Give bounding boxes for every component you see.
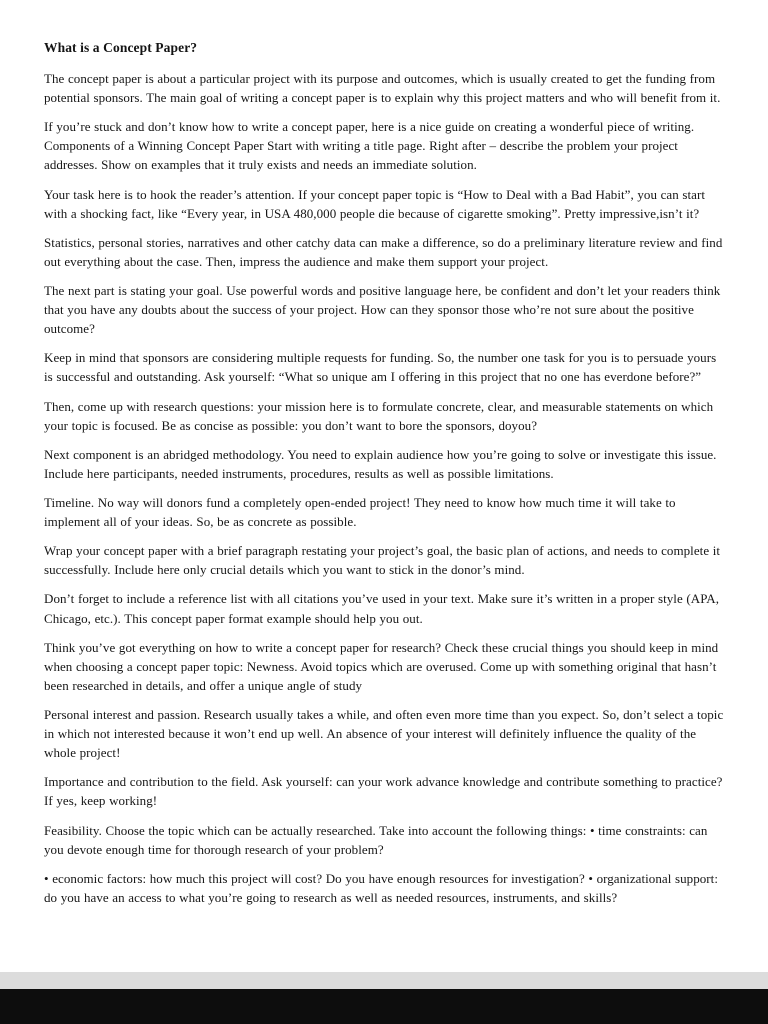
paragraph: Keep in mind that sponsors are considering multiple requests for funding. So, the number one task for you is to persuade yours is successful and outstanding. Ask yourself: “What so unique am I offering in this project that no one has everdone before?” — [44, 350, 717, 385]
paragraph: The concept paper is about a particular project with its purpose and outcomes, which is usually created to get the funding from potential sponsors. The main goal of writing a concept paper is to explain why this project matters and who will benefit from it. — [44, 71, 721, 106]
paragraph: • economic factors: how much this project will cost? Do you have enough resources for investigation? • organizational support: do you have an access to what you’re going to research as well as needed resources, instruments, and skills? — [44, 870, 718, 905]
paragraph: Timeline. No way will donors fund a completely open-ended project! They need to know how much time it will take to implement all of your ideas. So, be as concrete as possible. — [44, 494, 676, 530]
paragraph: The next part is stating your goal. Use powerful words and positive language here, be confident and don’t let your readers think that you have any doubts about the success of your project. How can they sponsor those who’re not sure about the positive outcome? — [44, 282, 721, 337]
paragraph: Next component is an abridged methodology. You need to explain audience how you’re going to solve or investigate this issue. Include here participants, needed instruments, procedures, results as well as possible limitations. — [44, 446, 717, 481]
paragraph: Importance and contribution to the field. Ask yourself: can your work advance knowledge and contribute something to practice? If yes, keep working! — [44, 774, 723, 809]
paragraph: Don’t forget to include a reference list with all citations you’ve used in your text. Make sure it’s written in a proper style (APA, Chicago, etc.). This concept paper format example should help you out. — [44, 591, 720, 626]
paragraph: Personal interest and passion. Research usually takes a while, and often even more time than you expect. So, don’t select a topic in which not interested because it won’t end up well. An absence of your interest will definitely influence the quality of the whole project! — [44, 706, 724, 761]
document-title: What is a Concept Paper? — [44, 40, 198, 55]
paragraph: Your task here is to hook the reader’s attention. If your concept paper topic is “How to Deal with a Bad Habit”, you can start with a shocking fact, like “Every year, in USA 480,000 people die because of cigarette smoking”. Pretty impressive,isn’t it? — [44, 186, 706, 221]
paragraph: Think you’ve got everything on how to write a concept paper for research? Check these crucial things you should keep in mind when choosing a concept paper topic: Newness. Avoid topics which are overused. Come up with something original that hasn’t been researched in details, and offer a unique angle of study — [44, 639, 719, 693]
paragraph: Wrap your concept paper with a brief paragraph restating your project’s goal, the basic plan of actions, and needs to complete it successfully. Include here only crucial details which you want to stick in the donor’s mind. — [44, 543, 721, 578]
paragraph: Then, come up with research questions: your mission here is to formulate concrete, clear, and measurable statements on which your topic is focused. Be as concise as possible: you don’t want to bore the sponsors, doyou? — [44, 398, 714, 433]
paragraph: Statistics, personal stories, narratives and other catchy data can make a difference, so do a preliminary literature review and find out everything about the case. Then, impress the audience and make them support your project. — [44, 234, 723, 269]
paragraph: Feasibility. Choose the topic which can be actually researched. Take into account the following things: • time constraints: can you devote enough time for thorough research of your problem? — [44, 822, 708, 857]
document-body — [44, 69, 726, 907]
viewer-bottom-bar — [0, 989, 768, 1024]
page-gap — [0, 972, 768, 989]
paragraph: If you’re stuck and don’t know how to write a concept paper, here is a nice guide on creating a wonderful piece of writing. Components of a Winning Concept Paper Start with writing a title page. Right after – describe the problem your project addresses. Show on examples that it truly exists and needs an immediate solution. — [44, 119, 695, 173]
